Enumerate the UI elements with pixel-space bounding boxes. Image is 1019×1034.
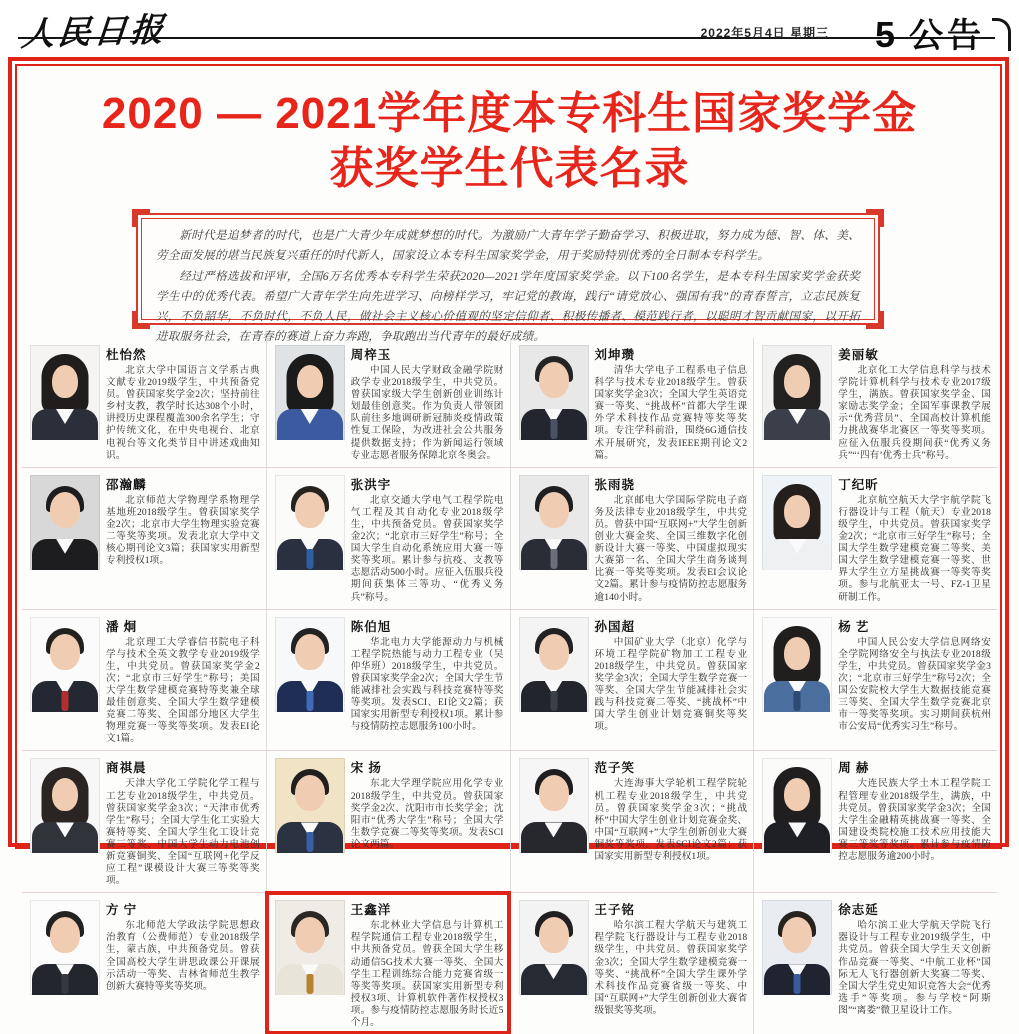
student-info — [838, 475, 991, 604]
masthead-logo: 人民日报 — [19, 9, 168, 54]
student-info — [351, 345, 504, 462]
student-bio: 中国人民公安大学信息网络安全学院网络安全与执法专业2018级学生，中共党员。曾获国家奖学金3次；“北京市三好学生”称号2次；全国公安院校大学生大数据技能竞赛三等奖、全国大学生数学竞赛北京市一等奖等奖项。实习期间获杭州市公安局“优秀实习生”称号。 — [838, 636, 991, 733]
student-card — [753, 750, 997, 892]
student-card — [22, 750, 266, 892]
student-card — [753, 467, 997, 609]
avatar-face — [50, 917, 80, 953]
avatar-tie — [550, 419, 557, 439]
student-name: 范子笑 — [594, 761, 636, 776]
avatar-face — [295, 775, 325, 811]
intro-paragraph-2: 经过严格选拔和评审，全国6万名优秀本专科学生荣获2020—2021学年度国家奖学金。以下100名学生，是本专科生国家奖学金获奖学生中的优秀代表。希望广大青年学生向先进学习、向榜样学习，牢记党的教诲，践行“请党放心、强国有我”的青春誓言，立志民族复兴，不负韶华，不负时代，不负人民，做社会主义核心价值观的坚定信仰者、积极传播者、模范践行者，以聪明才智贡献国家，以开拓进取服务社会，在青春的赛道上奋力奔跑，争取跑出当代青年的最好成绩。 — [156, 269, 860, 344]
student-card — [753, 892, 997, 1034]
student-name: 刘坤瓒 — [594, 348, 636, 362]
student-bio: 哈尔滨工程大学航天与建筑工程学院飞行器设计与工程专业2018级学生，中共党员。曾获国家奖学金3次；全国大学生数学建模竞赛一等奖、“挑战杯”全国大学生课外学术科技作品竞赛省级一等奖、中国“互联网+”大学生创新创业大赛省级银奖等奖项。 — [594, 920, 748, 1016]
student-card — [266, 338, 510, 467]
student-card — [510, 467, 754, 609]
student-name: 商祺晨 — [106, 761, 147, 776]
student-grid — [22, 338, 997, 1034]
student-card — [22, 338, 266, 467]
student-photo — [275, 900, 345, 995]
student-photo — [762, 475, 832, 570]
student-photo — [30, 758, 100, 853]
student-name: 张洪宇 — [350, 477, 392, 492]
page-number: 5 — [874, 14, 895, 55]
avatar-face — [295, 634, 325, 670]
avatar-face — [295, 917, 325, 953]
avatar-tie — [62, 691, 69, 711]
student-name: 丁纪昕 — [838, 477, 879, 492]
avatar-tie — [306, 974, 313, 994]
avatar-face — [784, 778, 810, 811]
student-photo — [519, 758, 589, 853]
student-photo — [762, 617, 832, 712]
avatar-tie — [794, 691, 801, 711]
avatar-face — [295, 492, 325, 528]
student-photo — [762, 758, 832, 853]
student-bio: 东北大学理学院应用化学专业2018级学生，中共党员。曾获国家奖学金2次、沈阳市市长奖学金；沈阳市“优秀大学生”称号；全国大学生数学竞赛二等奖等奖项。发表SCI论文两篇。 — [350, 778, 504, 850]
student-bio: 东北林业大学信息与计算机工程学院通信工程专业2018级学生，中共预备党员。曾获全国大学生移动通信5G技术大赛一等奖、全国大学生工程训练综合能力竞赛省级一等奖等奖项。获国家实用新型专利授权3项、计算机软件著作权授权3项。参与疫情防控志愿服务时长近5个月。 — [350, 920, 504, 1029]
student-card — [266, 750, 510, 892]
student-card — [266, 609, 510, 751]
student-bio: 北京航空航天大学宇航学院飞行器设计与工程（航天）专业2018级学生，中共党员。曾获国家奖学金2次；“北京市三好学生”称号；全国大学生数学建模竞赛二等奖、美国大学生数学建模竞赛一等奖、世界大学生立方星挑战赛一等奖等奖项。参与北航亚太一号、FZ-1卫星研制工作。 — [838, 494, 991, 603]
student-card — [22, 609, 266, 751]
intro-box — [136, 213, 880, 344]
student-photo — [30, 345, 100, 440]
student-card — [510, 750, 754, 892]
student-name: 王子铭 — [594, 903, 636, 918]
intro-box-inner — [141, 218, 875, 344]
student-info — [106, 900, 260, 993]
student-info — [351, 475, 504, 604]
student-bio: 哈尔滨工业大学航天学院飞行器设计与工程专业2019级学生，中共党员。曾获全国大学生天文创新作品竞赛一等奖、“中航工业杯”国际无人飞行器创新大奖赛二等奖、全国大学生党史知识竞答大会“优秀选手”等奖项。参与学校“阿斯图”“离娄”微卫星设计工作。 — [838, 920, 991, 1016]
student-card — [266, 892, 510, 1034]
avatar-face — [539, 362, 569, 398]
student-bio: 北京化工大学信息科学与技术学院计算机科学与技术专业2017级学生，满族。曾获国家奖学金、国家励志奖学金；全国军事课教学展示“优秀营员”、全国高校计算机能力挑战赛华北赛区一等奖等奖项。应征入伍服兵役期间获“优秀义务兵”“‘四有’优秀士兵”称号。 — [838, 365, 991, 461]
avatar-face — [52, 365, 78, 398]
student-photo — [30, 617, 100, 712]
newspaper-header — [0, 0, 1019, 56]
student-info — [351, 617, 504, 734]
avatar-tie — [794, 974, 801, 994]
student-info — [351, 758, 504, 851]
student-photo — [275, 758, 345, 853]
student-info — [351, 900, 504, 1029]
avatar-face — [784, 495, 810, 528]
student-bio: 北京理工大学睿信书院电子科学与技术全英文教学专业2019级学生，中共党员。曾获国家奖学金2次；“北京市三好学生”称号；美国大学生数学建模竞赛特等奖兼全球最佳创意奖、全国大学生数学建模竞赛二等奖、全国部分地区大学生物理竞赛一等奖等奖项。发表EI论文1篇。 — [106, 636, 260, 745]
student-photo — [30, 475, 100, 570]
avatar-face — [52, 778, 78, 811]
section-title: 公告 — [909, 17, 985, 55]
student-name: 陈伯旭 — [350, 619, 392, 634]
avatar-tie — [62, 974, 69, 994]
student-card — [510, 892, 754, 1034]
student-bio: 北京交通大学电气工程学院电气工程及其自动化专业2018级学生，中共预备党员。曾获国家奖学金2次；“北京市三好学生”称号；全国大学生自动化系统应用大赛一等奖等奖项。累计参与抗疫、支教等志愿活动500小时。应征入伍服兵役期间获集体三等功、“优秀义务兵”称号。 — [350, 494, 504, 603]
student-photo — [30, 900, 100, 995]
student-info — [106, 758, 260, 887]
student-card — [753, 338, 997, 467]
student-info — [595, 900, 748, 1017]
student-info — [106, 345, 260, 462]
student-bio: 中国矿业大学（北京）化学与环境工程学院矿物加工工程专业2018级学生，中共党员。曾获国家奖学金3次；全国大学生数学竞赛一等奖、全国大学生节能减排社会实践与科技竞赛二等奖、“挑战杯”中国大学生创业计划竞赛铜奖等奖项。 — [594, 636, 748, 733]
corner-rule-icon — [992, 18, 1011, 51]
student-name: 邵瀚麟 — [106, 477, 147, 492]
student-info — [595, 475, 748, 604]
page-label — [875, 8, 985, 57]
student-bio: 北京师范大学物理学系物理学基地班2018级学生。曾获国家奖学金2次；北京市大学生物理实验竞赛二等奖等奖项。发表北京大学中文核心期刊论文3篇；获国家实用新型专利授权1项。 — [106, 494, 260, 567]
student-info — [838, 617, 991, 734]
page-title-line2: 获奖学生代表名录 — [329, 144, 690, 193]
student-info — [595, 345, 748, 462]
student-name: 杜怡然 — [106, 348, 147, 362]
avatar-tie — [550, 549, 557, 569]
student-bio: 天津大学化工学院化学工程与工艺专业2018级学生，中共党员。曾获国家奖学金3次；“天津市优秀学生”称号；全国大学生化工实验大赛特等奖、全国大学生化工设计竞赛三等奖、中国大学生动力电池创新竞赛铜奖、全国“互联网+化学反应工程”课模设计大赛三等奖等奖项。 — [106, 778, 260, 887]
student-info — [838, 900, 991, 1017]
intro-paragraph-1: 新时代是追梦者的时代，也是广大青少年成就梦想的时代。为激励广大青年学子勤奋学习、积极进取，努力成为德、智、体、美、劳全面发展的堪当民族复兴重任的时代新人，国家设立本专科生国家奖学金，用于奖励特别优秀的全日制本专科学生。 — [156, 229, 860, 263]
student-bio: 中国人民大学财政金融学院财政学专业2018级学生，中共党员。曾获国家级大学生创新创业训练计划最佳创意奖。作为负责人带领团队前往多地调研新冠肺炎疫情政策性复工保险，为改进社会公共服务提供数据支持；作为新闻运行领域专业志愿者服务保障北京冬奥会。 — [350, 365, 504, 461]
avatar-face — [539, 775, 569, 811]
avatar-tie — [306, 691, 313, 711]
student-name: 方 宁 — [106, 903, 138, 918]
student-info — [838, 758, 991, 863]
student-card — [510, 338, 754, 467]
student-bio: 大连海事大学轮机工程学院轮机工程专业2018级学生，中共党员。曾获国家奖学金3次；“挑战杯”中国大学生创业计划竞赛金奖、中国“互联网+”大学生创新创业大赛铜奖等奖项。发表SCI论文2篇；获国家实用新型专利授权1项。 — [594, 778, 748, 862]
student-photo — [762, 900, 832, 995]
student-photo — [519, 345, 589, 440]
student-photo — [519, 900, 589, 995]
student-card — [22, 892, 266, 1034]
issue-date: 2022年5月4日 星期三 — [700, 26, 829, 40]
page-title — [0, 86, 1019, 196]
avatar-face — [784, 637, 810, 670]
student-info — [106, 475, 260, 568]
student-name: 孙国超 — [594, 619, 636, 634]
avatar-face — [539, 492, 569, 528]
student-name: 杨 艺 — [838, 619, 870, 634]
student-bio: 北京大学中国语言文学系古典文献专业2019级学生，中共预备党员。曾获国家奖学金2次；坚持前往乡村支教，教学时长达308个小时，讲授历史课程覆盖300余名学生；守护传统文化，在中央电视台、北京电视台等文化类节目中讲述戏曲知识。 — [106, 365, 260, 461]
student-name: 宋 扬 — [350, 761, 382, 776]
student-photo — [762, 345, 832, 440]
avatar-face — [784, 365, 810, 398]
student-photo — [519, 617, 589, 712]
avatar-tie — [550, 691, 557, 711]
student-name: 周梓玉 — [350, 348, 392, 362]
header-rule — [18, 37, 995, 39]
student-info — [595, 758, 748, 863]
avatar-face — [539, 917, 569, 953]
student-name: 张雨骁 — [594, 477, 636, 492]
student-info — [595, 617, 748, 734]
student-info — [106, 617, 260, 746]
student-card — [22, 467, 266, 609]
avatar-face — [50, 634, 80, 670]
page-title-line1: 2020 — 2021学年度本专科生国家奖学金 — [101, 89, 918, 138]
student-bio: 大连民族大学土木工程学院工程管理专业2018级学生，满族，中共党员。曾获国家奖学金3次；全国大学生金融精英挑战赛一等奖、全国建设类院校施工技术应用技能大赛三等奖等奖项。累计参与疫情防控志愿服务逾200小时。 — [838, 778, 991, 862]
student-name: 徐志延 — [838, 903, 879, 918]
avatar-tie — [306, 832, 313, 852]
student-photo — [275, 345, 345, 440]
student-info — [838, 345, 991, 462]
avatar-face — [782, 917, 812, 953]
student-card — [266, 467, 510, 609]
student-bio: 东北师范大学政法学院思想政治教育（公费师范）专业2018级学生，蒙古族，中共预备党员。曾获全国高校大学生讲思政课公开课展示活动一等奖、吉林省师范生教学创新大赛特等奖等奖项。 — [106, 920, 260, 992]
avatar-face — [50, 492, 80, 528]
student-name: 潘 炯 — [106, 619, 138, 634]
student-name: 周 赫 — [838, 761, 870, 776]
avatar-tie — [306, 549, 313, 569]
student-card — [510, 609, 754, 751]
student-bio: 清华大学电子工程系电子信息科学与技术专业2018级学生。曾获国家奖学金3次；全国大学生英语竞赛一等奖、“挑战杯”首都大学生课外学术科技作品竞赛特等奖等奖项。专注学科前沿，围绕6G通信技术开展研究，发表IEEE期刊论文2篇。 — [594, 365, 748, 461]
avatar-face — [539, 634, 569, 670]
student-photo — [275, 617, 345, 712]
student-name: 王鑫洋 — [350, 903, 392, 918]
student-photo — [275, 475, 345, 570]
student-bio: 华北电力大学能源动力与机械工程学院热能与动力工程专业（吴仲华班）2018级学生，中共党员。曾获国家奖学金2次；全国大学生节能减排社会实践与科技竞赛特等奖等奖项。发表SCI、EI论文2篇；获国家实用新型专利授权1项。累计参与疫情防控志愿服务100小时。 — [350, 636, 504, 733]
student-photo — [519, 475, 589, 570]
avatar-face — [297, 365, 323, 398]
student-name: 姜丽敏 — [838, 348, 879, 362]
student-bio: 北京邮电大学国际学院电子商务及法律专业2018级学生，中共党员。曾获中国“互联网+”大学生创新创业大赛金奖、全国三维数字化创新设计大赛一等奖、中国虚拟现实大赛第一名、全国大学生商务谈判比赛一等奖等奖项。发表EI会议论文2篇。累计参与疫情防控志愿服务逾140小时。 — [594, 494, 748, 603]
student-card — [753, 609, 997, 751]
